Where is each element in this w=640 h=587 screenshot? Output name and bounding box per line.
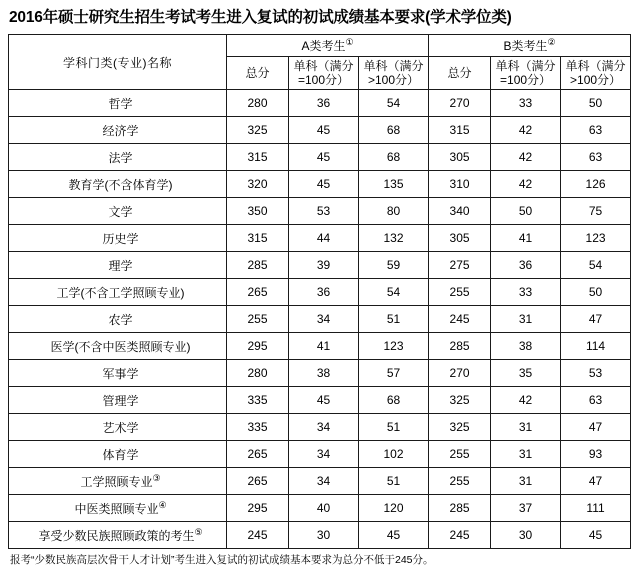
row-b-single-over100: 75 (561, 198, 631, 225)
row-subject-name (9, 279, 227, 306)
table-row (9, 279, 631, 306)
header-group-a-marker: ① (345, 37, 354, 47)
row-b-total: 255 (429, 441, 491, 468)
row-subject-name (9, 387, 227, 414)
table-row (9, 414, 631, 441)
row-subject-label: 体育学 (102, 447, 139, 462)
row-a-single-100: 38 (289, 360, 359, 387)
row-b-single-100: 31 (491, 414, 561, 441)
row-a-single-over100: 102 (359, 441, 429, 468)
row-a-single-100: 30 (289, 522, 359, 549)
table-row (9, 198, 631, 225)
row-b-single-100: 30 (491, 522, 561, 549)
row-a-single-100: 45 (289, 117, 359, 144)
table-footnote: 报考“少数民族高层次骨干人才计划”考生进入复试的初试成绩基本要求为总分不低于245分。 (10, 554, 434, 566)
row-a-total: 255 (227, 306, 289, 333)
row-b-single-100: 35 (491, 360, 561, 387)
header-group-b-label: B类考生 (503, 39, 548, 53)
row-b-single-over100: 45 (561, 522, 631, 549)
row-subject-label: 工学(不含工学照顾专业) (56, 285, 185, 300)
row-subject-name (9, 495, 227, 522)
row-a-single-100: 39 (289, 252, 359, 279)
row-a-total: 295 (227, 495, 289, 522)
row-b-single-over100: 63 (561, 387, 631, 414)
table-row (9, 333, 631, 360)
row-a-total: 315 (227, 144, 289, 171)
row-a-total: 325 (227, 117, 289, 144)
row-a-single-over100: 132 (359, 225, 429, 252)
row-b-single-100: 50 (491, 198, 561, 225)
table-row (9, 495, 631, 522)
table-row (9, 90, 631, 117)
row-a-single-over100: 57 (359, 360, 429, 387)
row-subject-label: 法学 (108, 150, 133, 165)
row-subject-label: 享受少数民族照顾政策的考生 (38, 528, 195, 543)
table-row (9, 225, 631, 252)
score-requirements-table (8, 34, 631, 549)
row-b-total: 255 (429, 468, 491, 495)
row-subject-name (9, 468, 227, 495)
row-subject-name (9, 306, 227, 333)
row-b-single-100: 42 (491, 144, 561, 171)
row-a-single-over100: 120 (359, 495, 429, 522)
row-a-single-100: 53 (289, 198, 359, 225)
row-b-total: 340 (429, 198, 491, 225)
row-b-single-over100: 50 (561, 90, 631, 117)
row-subject-marker: ⑤ (194, 526, 203, 537)
row-a-single-100: 34 (289, 441, 359, 468)
row-b-total: 305 (429, 144, 491, 171)
row-a-total: 320 (227, 171, 289, 198)
row-subject-name (9, 360, 227, 387)
row-a-single-over100: 68 (359, 387, 429, 414)
row-b-total: 270 (429, 360, 491, 387)
row-a-single-100: 40 (289, 495, 359, 522)
row-subject-label: 管理学 (102, 393, 139, 408)
table-row (9, 387, 631, 414)
row-subject-label: 历史学 (102, 231, 139, 246)
row-b-single-over100: 50 (561, 279, 631, 306)
row-a-total: 280 (227, 360, 289, 387)
row-subject-label: 医学(不含中医类照顾专业) (50, 339, 191, 354)
row-subject-name (9, 414, 227, 441)
row-b-total: 275 (429, 252, 491, 279)
table-row (9, 468, 631, 495)
row-b-total: 305 (429, 225, 491, 252)
row-a-single-over100: 68 (359, 117, 429, 144)
table-row (9, 252, 631, 279)
header-b-single-100-line2: =100分） (500, 73, 552, 87)
header-b-single-100-line1: 单科（满分 (495, 59, 556, 73)
row-subject-label: 艺术学 (102, 420, 139, 435)
row-b-single-100: 33 (491, 279, 561, 306)
row-b-total: 285 (429, 333, 491, 360)
row-a-single-100: 36 (289, 279, 359, 306)
row-subject-label: 工学照顾专业 (80, 474, 153, 489)
header-a-single-100-line1: 单科（满分 (293, 59, 354, 73)
header-b-total: 总分 (429, 57, 491, 90)
row-b-single-100: 33 (491, 90, 561, 117)
row-subject-label: 理学 (108, 258, 133, 273)
row-subject-name (9, 252, 227, 279)
row-b-single-over100: 123 (561, 225, 631, 252)
row-a-total: 285 (227, 252, 289, 279)
row-subject-name (9, 225, 227, 252)
row-a-total: 265 (227, 279, 289, 306)
header-group-b (429, 35, 631, 57)
row-a-single-over100: 59 (359, 252, 429, 279)
row-b-single-over100: 47 (561, 468, 631, 495)
row-b-single-over100: 63 (561, 144, 631, 171)
row-b-single-over100: 53 (561, 360, 631, 387)
row-b-total: 245 (429, 306, 491, 333)
header-subject-column: 学科门类(专业)名称 (9, 35, 227, 90)
row-subject-name (9, 117, 227, 144)
row-b-single-100: 42 (491, 387, 561, 414)
row-b-single-100: 31 (491, 306, 561, 333)
row-a-single-100: 45 (289, 144, 359, 171)
row-a-total: 350 (227, 198, 289, 225)
row-subject-name (9, 90, 227, 117)
table-row (9, 360, 631, 387)
header-a-single-over100 (359, 57, 429, 90)
row-a-single-100: 34 (289, 414, 359, 441)
table-row (9, 522, 631, 549)
row-a-single-100: 41 (289, 333, 359, 360)
row-subject-name (9, 171, 227, 198)
table-header (9, 35, 631, 90)
row-subject-marker: ④ (158, 499, 167, 510)
row-b-single-over100: 111 (561, 495, 631, 522)
header-a-single-100 (289, 57, 359, 90)
row-a-single-over100: 54 (359, 90, 429, 117)
row-b-single-100: 31 (491, 468, 561, 495)
table-row (9, 144, 631, 171)
row-b-total: 325 (429, 387, 491, 414)
row-subject-marker: ③ (152, 472, 161, 483)
row-subject-name (9, 522, 227, 549)
row-a-total: 335 (227, 387, 289, 414)
row-a-single-100: 34 (289, 306, 359, 333)
row-a-single-over100: 80 (359, 198, 429, 225)
row-a-single-100: 45 (289, 171, 359, 198)
row-subject-label: 中医类照顾专业 (74, 501, 159, 516)
row-b-total: 245 (429, 522, 491, 549)
header-group-a-label: A类考生 (301, 39, 346, 53)
row-a-single-100: 36 (289, 90, 359, 117)
table-row (9, 171, 631, 198)
table-row (9, 441, 631, 468)
row-a-single-over100: 51 (359, 306, 429, 333)
table-row (9, 306, 631, 333)
row-b-total: 285 (429, 495, 491, 522)
row-b-total: 255 (429, 279, 491, 306)
row-subject-name (9, 333, 227, 360)
header-group-b-marker: ② (547, 37, 556, 47)
row-subject-label: 军事学 (102, 366, 139, 381)
row-b-single-over100: 126 (561, 171, 631, 198)
header-b-single-over100-line2: >100分） (570, 73, 622, 87)
row-a-total: 280 (227, 90, 289, 117)
header-a-single-100-line2: =100分） (297, 73, 350, 87)
table-header-group-row (9, 35, 631, 57)
header-a-single-over100-line1: 单科（满分 (363, 59, 424, 73)
table-row (9, 117, 631, 144)
row-subject-label: 经济学 (102, 123, 139, 138)
row-b-single-over100: 54 (561, 252, 631, 279)
row-a-single-over100: 68 (359, 144, 429, 171)
row-a-single-100: 45 (289, 387, 359, 414)
row-a-total: 295 (227, 333, 289, 360)
row-b-single-over100: 47 (561, 306, 631, 333)
row-b-single-100: 36 (491, 252, 561, 279)
row-a-total: 335 (227, 414, 289, 441)
row-b-single-100: 42 (491, 117, 561, 144)
row-a-total: 315 (227, 225, 289, 252)
header-b-single-over100-line1: 单科（满分 (565, 59, 626, 73)
table-body (9, 90, 631, 549)
row-b-single-100: 38 (491, 333, 561, 360)
row-a-single-over100: 51 (359, 468, 429, 495)
row-a-total: 265 (227, 468, 289, 495)
row-b-total: 270 (429, 90, 491, 117)
header-b-single-over100 (561, 57, 631, 90)
row-a-total: 265 (227, 441, 289, 468)
row-subject-label: 教育学(不含体育学) (68, 177, 173, 192)
row-subject-name (9, 198, 227, 225)
row-b-total: 315 (429, 117, 491, 144)
header-b-single-100 (491, 57, 561, 90)
row-a-single-over100: 54 (359, 279, 429, 306)
row-subject-label: 文学 (108, 204, 133, 219)
row-b-single-over100: 93 (561, 441, 631, 468)
row-a-single-100: 34 (289, 468, 359, 495)
row-a-single-100: 44 (289, 225, 359, 252)
row-b-single-over100: 114 (561, 333, 631, 360)
row-a-single-over100: 135 (359, 171, 429, 198)
row-b-single-100: 41 (491, 225, 561, 252)
row-b-single-over100: 63 (561, 117, 631, 144)
row-b-total: 325 (429, 414, 491, 441)
header-a-single-over100-line2: >100分） (368, 73, 420, 87)
row-subject-label: 农学 (108, 312, 133, 327)
row-b-single-100: 37 (491, 495, 561, 522)
row-a-single-over100: 45 (359, 522, 429, 549)
row-b-single-100: 31 (491, 441, 561, 468)
header-a-total: 总分 (227, 57, 289, 90)
row-subject-name (9, 144, 227, 171)
row-b-single-100: 42 (491, 171, 561, 198)
row-subject-label: 哲学 (108, 96, 133, 111)
row-b-total: 310 (429, 171, 491, 198)
row-a-single-over100: 51 (359, 414, 429, 441)
header-group-a (227, 35, 429, 57)
row-subject-name (9, 441, 227, 468)
row-a-single-over100: 123 (359, 333, 429, 360)
row-a-total: 245 (227, 522, 289, 549)
page-title: 2016年硕士研究生招生考试考生进入复试的初试成绩基本要求(学术学位类) (9, 9, 512, 26)
row-b-single-over100: 47 (561, 414, 631, 441)
